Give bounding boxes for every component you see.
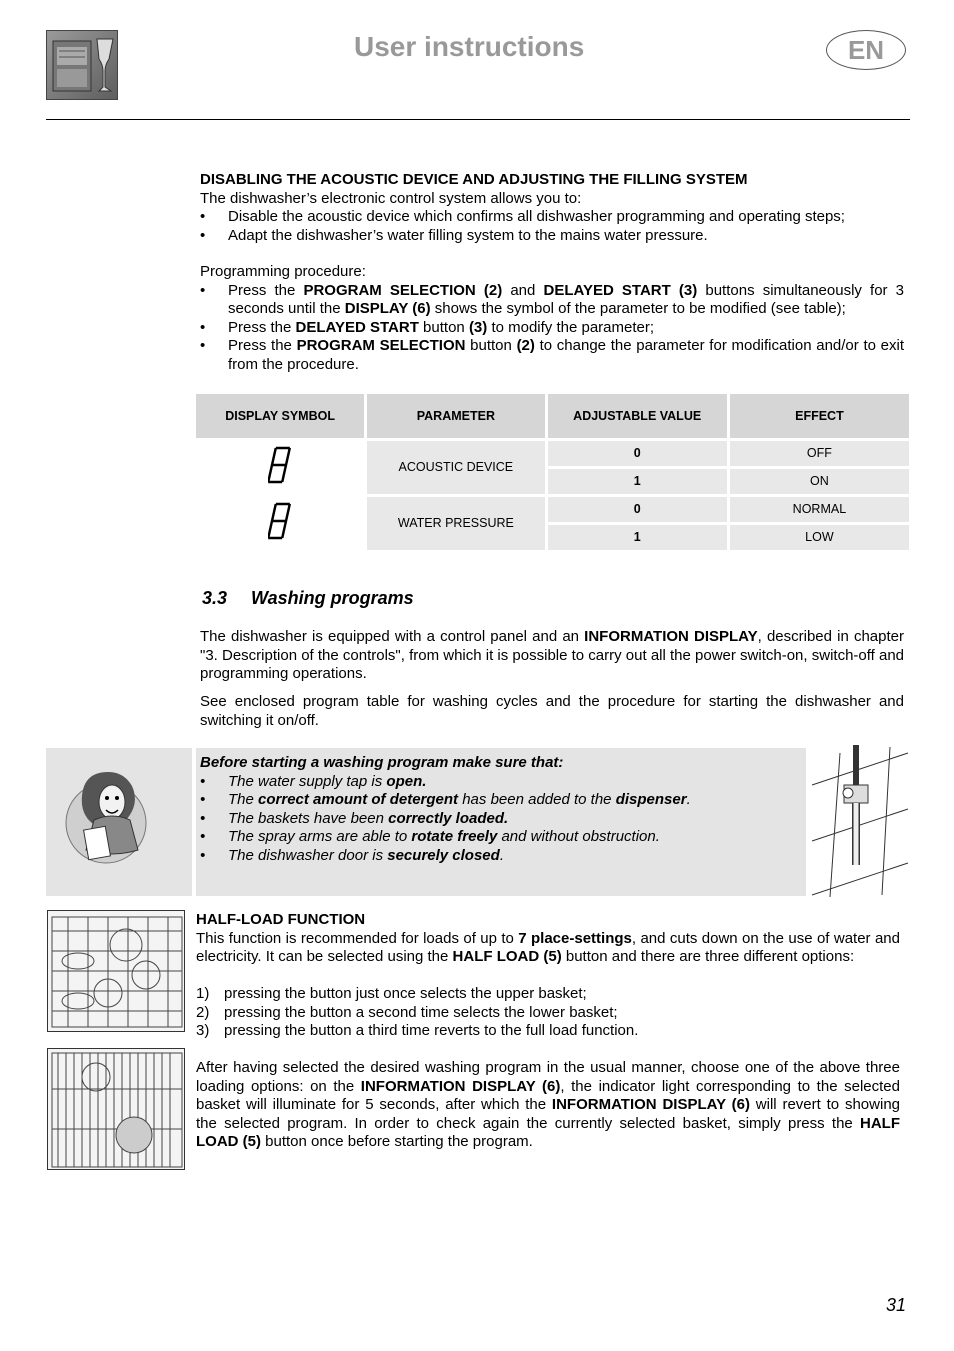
- lower-basket-icon: [48, 1049, 185, 1170]
- intro-list: [200, 208, 904, 245]
- list-item: • The correct amount of detergent has been added to the dispenser.: [200, 791, 800, 810]
- intro-section: [200, 171, 904, 245]
- parameter-table: [193, 391, 912, 553]
- half-load-section: [196, 911, 900, 1152]
- section-number: 3.3: [202, 588, 228, 608]
- display-symbol-cell: [196, 497, 364, 550]
- notice-list: [200, 773, 800, 866]
- column-header: ADJUSTABLE VALUE: [548, 394, 727, 438]
- value-cell: 0: [548, 441, 727, 466]
- upper-basket-illustration: [47, 910, 185, 1032]
- column-header: EFFECT: [730, 394, 909, 438]
- procedure-section: [200, 263, 904, 374]
- list-item: 2) pressing the button a second time selects the lower basket;: [196, 1003, 618, 1021]
- language-badge: EN: [826, 30, 906, 70]
- list-item: 1) pressing the button just once selects the upper basket;: [196, 985, 587, 1002]
- section-paragraph: See enclosed program table for washing cycles and the procedure for starting the dishwasher and switching it on/off.: [200, 693, 904, 729]
- half-load-paragraph: This function is recommended for loads of up to 7 place-settings, and cuts down on the use of water and electricity. It can be selected using the HALF LOAD (5) button and there are three different options:: [196, 929, 900, 965]
- table-header-row: [196, 394, 909, 438]
- half-load-options: [196, 985, 900, 1041]
- notice-heading: Before starting a washing program make sure that:: [200, 754, 564, 771]
- list-item: • Adapt the dishwasher’s water filling system to the mains water pressure.: [200, 227, 904, 246]
- cartoon-woman-icon: [46, 748, 192, 896]
- lower-basket-illustration: [47, 1048, 185, 1170]
- half-load-heading: HALF-LOAD FUNCTION: [196, 911, 366, 928]
- table-row: [196, 441, 909, 466]
- water-tap-icon: [810, 745, 910, 897]
- value-cell: 0: [548, 497, 727, 522]
- display-symbol-cell: [196, 441, 364, 494]
- section-title: [202, 587, 414, 609]
- upper-basket-icon: [48, 911, 185, 1032]
- column-header: PARAMETER: [367, 394, 544, 438]
- list-item: • Press the PROGRAM SELECTION (2) and DELAYED START (3) buttons simultaneously for 3 seconds until the DISPLAY (6) shows the symbol of the parameter to be modified (see table);: [200, 282, 904, 319]
- parameter-cell: ACOUSTIC DEVICE: [367, 441, 544, 494]
- seven-segment-icon: [268, 502, 292, 540]
- effect-cell: NORMAL: [730, 497, 909, 522]
- effect-cell: ON: [730, 469, 909, 494]
- section-name: Washing programs: [251, 588, 414, 608]
- effect-cell: LOW: [730, 525, 909, 550]
- value-cell: 1: [548, 469, 727, 494]
- parameter-cell: WATER PRESSURE: [367, 497, 544, 550]
- page-number: 31: [886, 1295, 907, 1315]
- half-load-paragraph: After having selected the desired washing program in the usual manner, choose one of the above three loading options: on the INFORMATION DISPLAY (6), the indicator light corresponding to the selected basket will illuminate for 5 seconds, after which the INFORMATION DISPLAY (6) will revert to showing the selected program. In order to check again the currently selected basket, simply press the HALF LOAD (5) button once before starting the program.: [196, 1059, 900, 1150]
- header-divider: [46, 119, 910, 120]
- list-item: • Press the DELAYED START button (3) to modify the parameter;: [200, 319, 904, 338]
- page-title: User instructions: [354, 31, 585, 62]
- value-cell: 1: [548, 525, 727, 550]
- intro-heading: DISABLING THE ACOUSTIC DEVICE AND ADJUSTING THE FILLING SYSTEM: [200, 171, 748, 188]
- list-item: • The baskets have been correctly loaded.: [200, 810, 800, 829]
- notice-content: [200, 754, 800, 865]
- list-item: • Press the PROGRAM SELECTION button (2) to change the parameter for modification and/or to exit from the procedure.: [200, 337, 904, 374]
- procedure-lead: Programming procedure:: [200, 263, 366, 280]
- table-row: [196, 497, 909, 522]
- list-item: • The spray arms are able to rotate freely and without obstruction.: [200, 828, 800, 847]
- list-item: • The water supply tap is open.: [200, 773, 800, 792]
- list-item: • The dishwasher door is securely closed.: [200, 847, 800, 866]
- dishwasher-logo-icon: [46, 30, 118, 100]
- intro-lead: The dishwasher’s electronic control system allows you to:: [200, 189, 582, 207]
- section-paragraph: The dishwasher is equipped with a control panel and an INFORMATION DISPLAY, described in chapter "3. Description of the controls", from which it is possible to carry out all the power switch-on, switch-off and programming operations.: [200, 628, 905, 682]
- notice-illustration-panel: [46, 748, 192, 896]
- effect-cell: OFF: [730, 441, 909, 466]
- list-item: • Disable the acoustic device which confirms all dishwasher programming and operating steps;: [200, 208, 904, 227]
- column-header: DISPLAY SYMBOL: [196, 394, 364, 438]
- seven-segment-icon: [268, 446, 292, 484]
- procedure-list: [200, 282, 904, 375]
- list-item: 3) pressing the button a third time reverts to the full load function.: [196, 1022, 639, 1039]
